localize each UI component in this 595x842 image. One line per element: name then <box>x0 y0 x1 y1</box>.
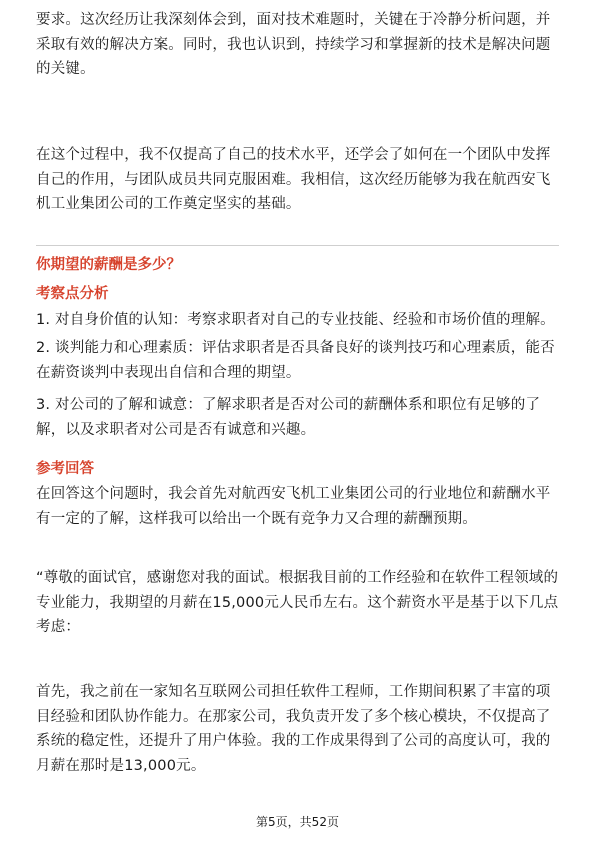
page-number-footer: 第5页，共52页 <box>256 815 339 829</box>
answer-paragraph-1: 在回答这个问题时，我会首先对航西安飞机工业集团公司的行业地位和薪酬水平有一定的了解，这样我可以给出一个既有竞争力又合理的薪酬预期。 <box>36 486 551 527</box>
answer-paragraph-2: “尊敬的面试官，感谢您对我的面试。根据我目前的工作经验和在软件工程领域的专业能力，我期望的月薪在15,000元人民币左右。这个薪资水平是基于以下几点考虑： <box>36 570 559 635</box>
section-divider <box>36 245 559 246</box>
analysis-item-3: 3. 对公司的了解和诚意：了解求职者是否对公司的薪酬体系和职位有足够的了解，以及求职者对公司是否有诚意和兴趣。 <box>36 397 541 438</box>
document-page <box>36 0 559 842</box>
intro-paragraph-1: 要求。这次经历让我深刻体会到，面对技术难题时，关键在于冷静分析问题，并采取有效的解决方案。同时，我也认识到，持续学习和掌握新的技术是解决问题的关键。 <box>36 12 551 77</box>
analysis-item-2: 2. 谈判能力和心理素质：评估求职者是否具备良好的谈判技巧和心理素质，能否在薪资谈判中表现出自信和合理的期望。 <box>36 340 555 381</box>
question-heading: 你期望的薪酬是多少？ <box>36 257 181 273</box>
analysis-title: 考察点分析 <box>36 286 109 302</box>
analysis-item-1: 1. 对自身价值的认知：考察求职者对自己的专业技能、经验和市场价值的理解。 <box>36 312 555 328</box>
answer-title: 参考回答 <box>36 461 94 477</box>
intro-paragraph-2: 在这个过程中，我不仅提高了自己的技术水平，还学会了如何在一个团队中发挥自己的作用，与团队成员共同克服困难。我相信，这次经历能够为我在航西安飞机工业集团公司的工作奠定坚实的基础。 <box>36 147 551 212</box>
answer-paragraph-3: 首先，我之前在一家知名互联网公司担任软件工程师，工作期间积累了丰富的项目经验和团队协作能力。在那家公司，我负责开发了多个核心模块，不仅提高了系统的稳定性，还提升了用户体验。我的工作成果得到了公司的高度认可，我的月薪在那时是13,000元。 <box>36 684 551 774</box>
